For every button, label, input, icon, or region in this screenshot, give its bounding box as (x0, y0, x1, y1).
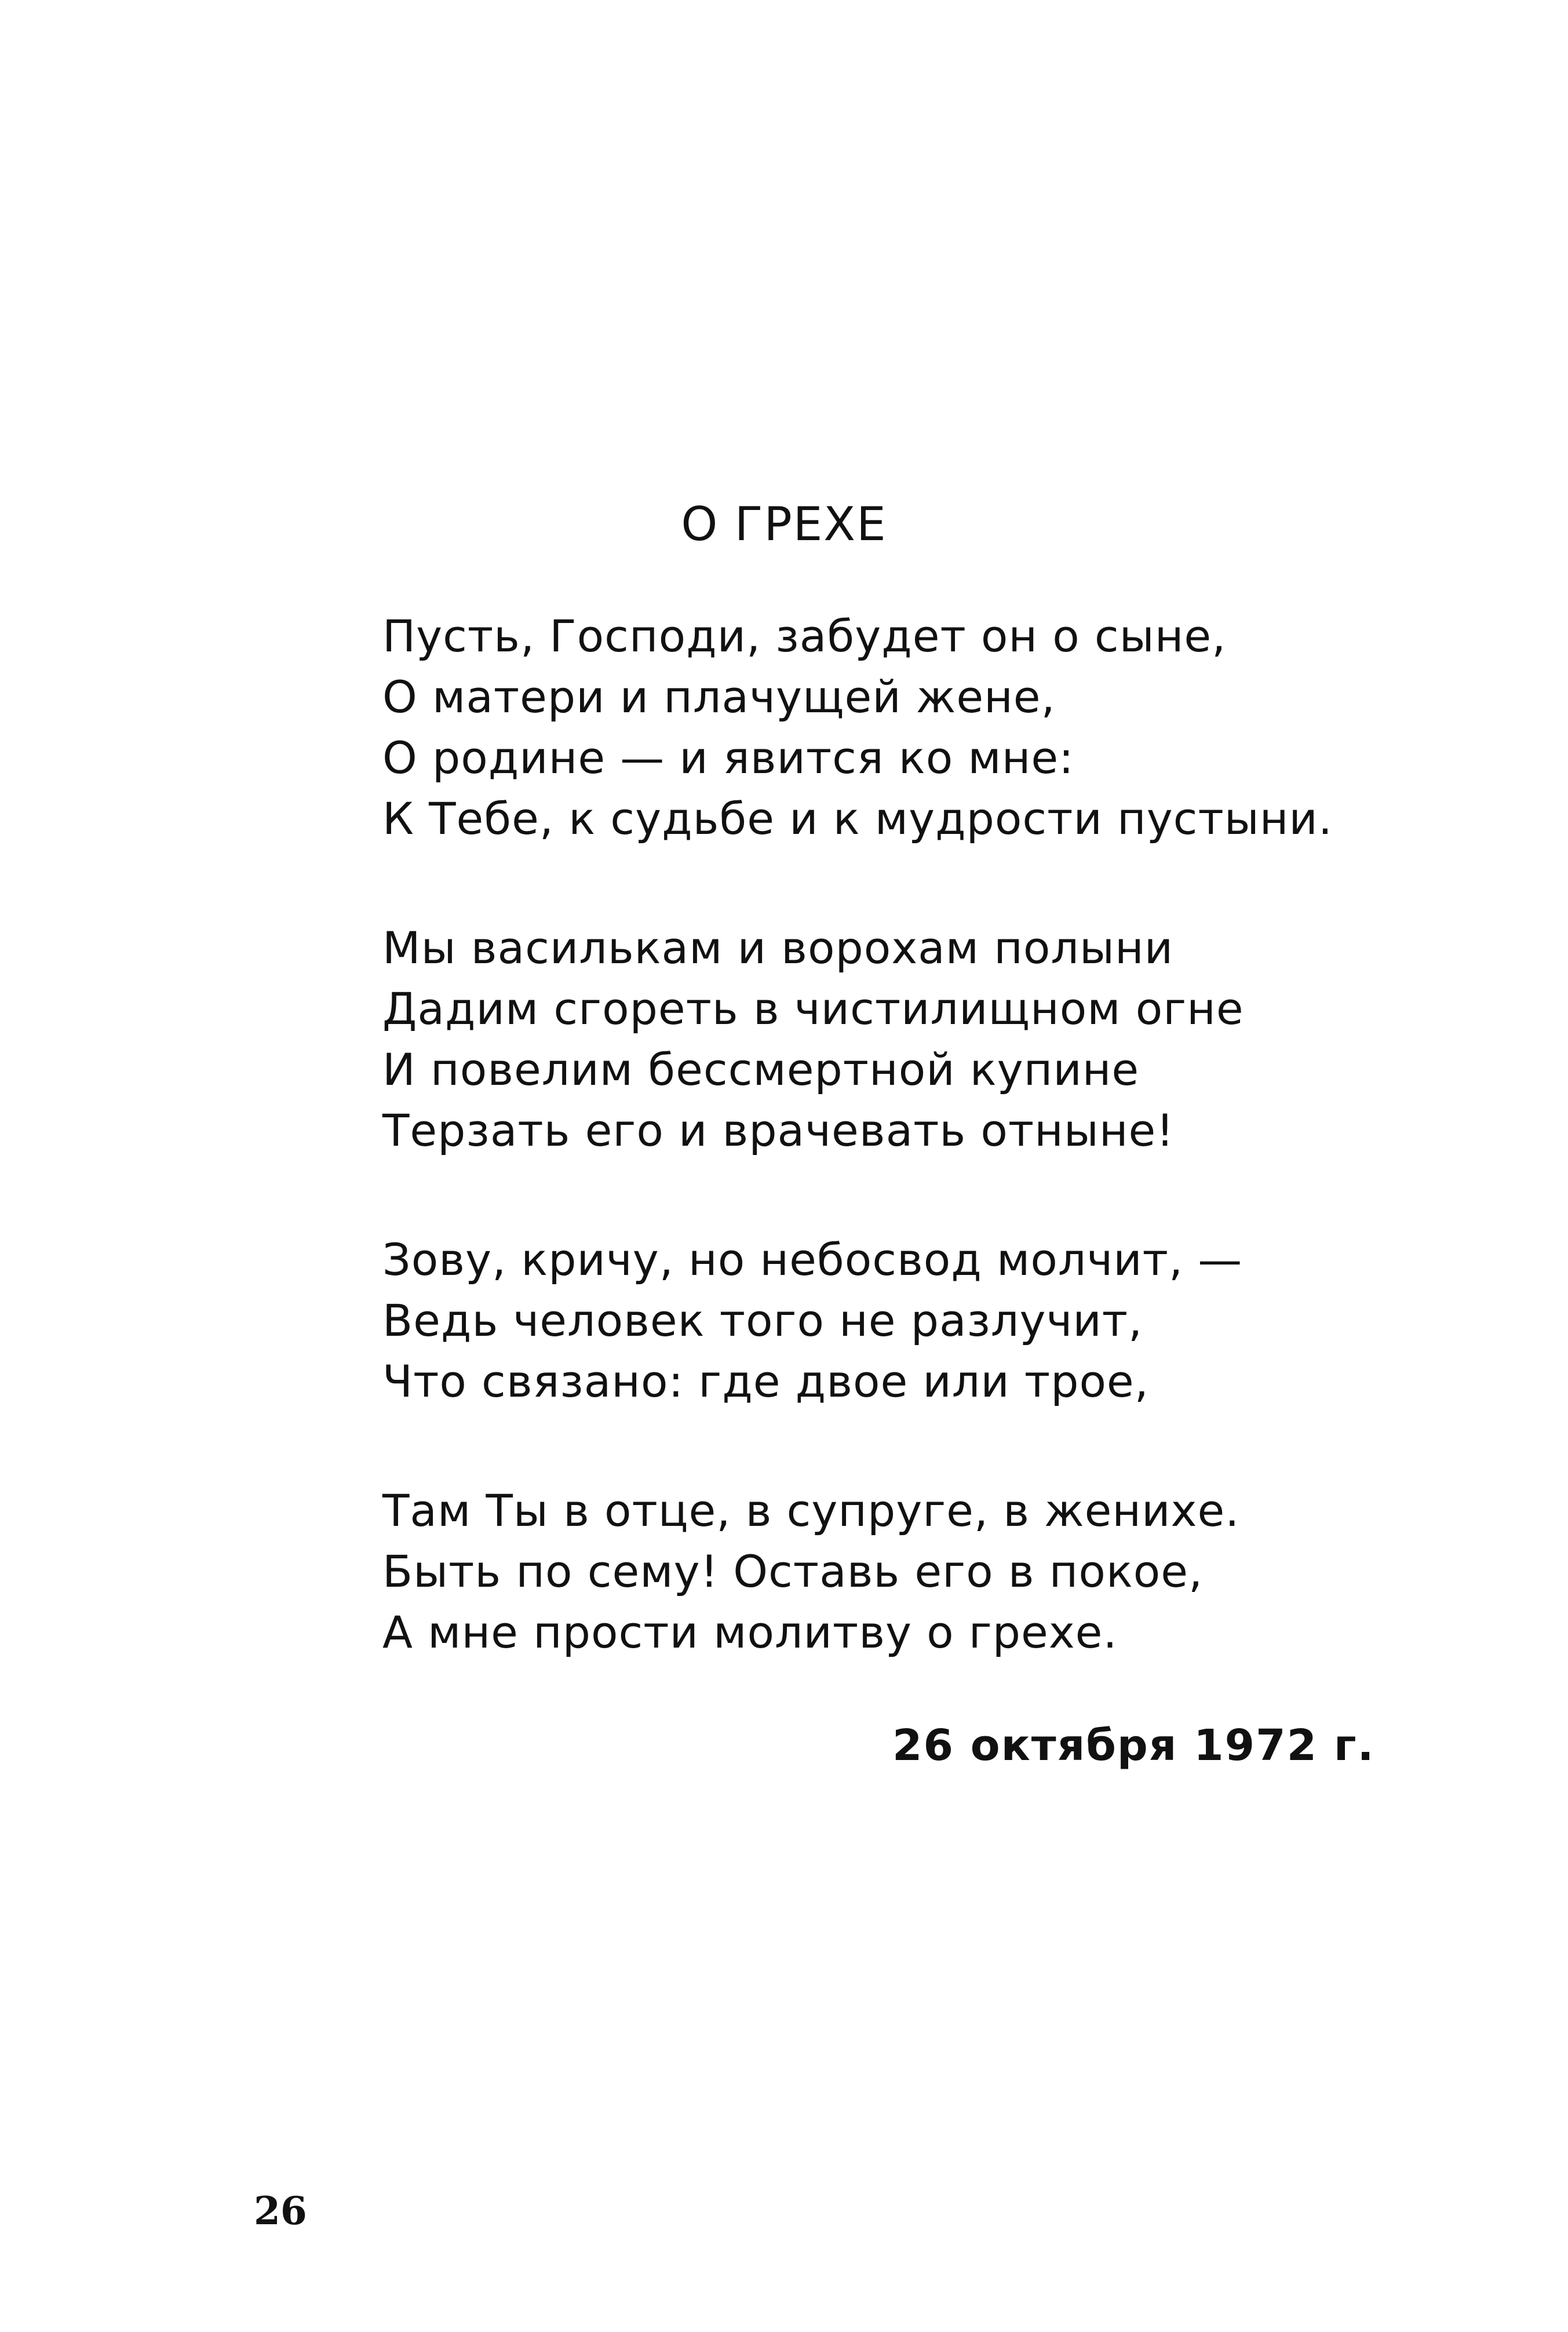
poem-line: Терзать его и врачевать отныне! (382, 1105, 1175, 1156)
stanza-gap (382, 1161, 1425, 1229)
poem-title: О ГРЕХЕ (681, 497, 887, 551)
poem-line: О родине — и явится ко мне: (382, 732, 1074, 784)
poem-line: Быть по сему! Оставь его в покое, (382, 1546, 1204, 1597)
poem-line: И повелим бессмертной купине (382, 1044, 1140, 1095)
poem-line: Зову, кричу, но небосвод молчит, — (382, 1234, 1243, 1285)
stanza-2 (382, 917, 1425, 1161)
page-number: 26 (254, 2188, 307, 2233)
stanza-gap (382, 1412, 1425, 1480)
poem-line: К Тебе, к судьбе и к мудрости пустыни. (382, 793, 1333, 844)
stanza-gap (382, 849, 1425, 917)
poem-line: О матери и плачущей жене, (382, 671, 1056, 723)
stanza-3 (382, 1229, 1425, 1412)
poem-line: Что связано: где двое или трое, (382, 1356, 1149, 1407)
poem-line: Ведь человек того не разлучит, (382, 1295, 1143, 1346)
poem-line: Дадим сгореть в чистилищном огне (382, 983, 1244, 1034)
poem-body (382, 606, 1425, 1663)
stanza-1 (382, 606, 1425, 849)
stanza-4 (382, 1480, 1425, 1663)
poem-date: 26 октября 1972 г. (892, 1721, 1375, 1770)
poem-line: Пусть, Господи, забудет он о сыне, (382, 610, 1227, 662)
poem-line: А мне прости молитву о грехе. (382, 1606, 1118, 1658)
poem-line: Мы василькам и ворохам полыни (382, 922, 1174, 974)
poem-line: Там Ты в отце, в супруге, в женихе. (382, 1485, 1240, 1536)
